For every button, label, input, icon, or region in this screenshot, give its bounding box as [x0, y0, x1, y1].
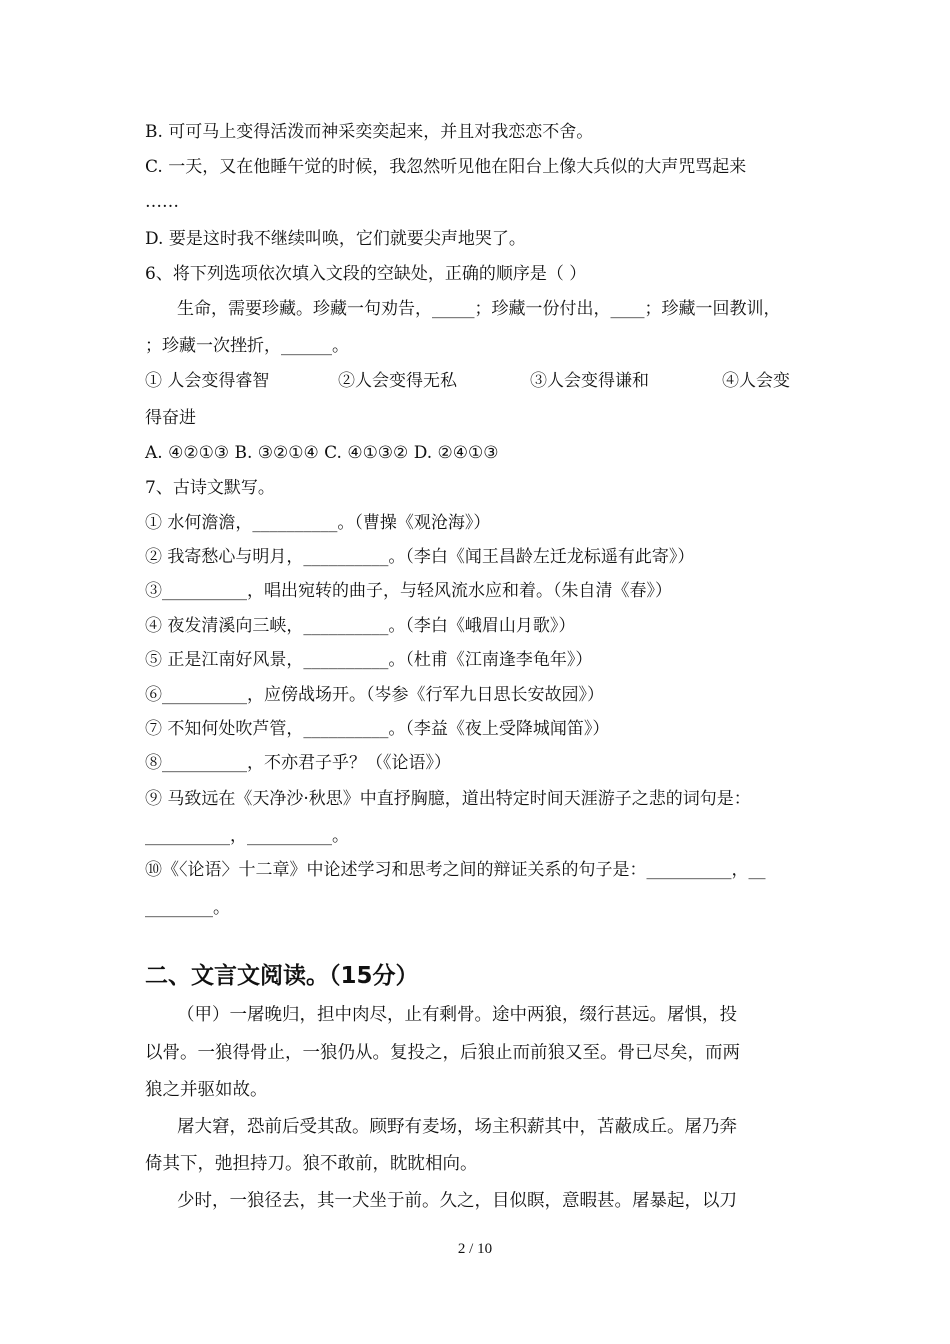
q6-choice-1: ① 人会变得睿智 — [145, 371, 270, 391]
q7-stem: 7、古诗文默写。 — [145, 478, 275, 498]
q6-choice-3: ③人会变得谦和 — [530, 371, 649, 391]
q7-item-3: ③__________，唱出宛转的曲子，与轻风流水应和着。（朱自清《春》） — [145, 581, 672, 601]
passage-para1-line2: 以骨。一狼得骨止，一狼仍从。复投之，后狼止而前狼又至。骨已尽矣，而两 — [145, 1043, 740, 1063]
passage-para2-line1: 屠大窘，恐前后受其敌。顾野有麦场，场主积薪其中，苫蔽成丘。屠乃奔 — [177, 1117, 737, 1137]
q7-item-10: ⑩《〈论语〉十二章》中论述学习和思考之间的辩证关系的句子是：__________，__ — [145, 860, 766, 880]
q7-item-8: ⑧__________，不亦君子乎？（《论语》） — [145, 753, 451, 773]
q5-option-d: D. 要是这时我不继续叫唤，它们就要尖声地哭了。 — [145, 229, 526, 249]
passage-para1-line3: 狼之并驱如故。 — [145, 1080, 268, 1100]
q6-answer-choices: A. ④②①③ B. ③②①④ C. ④①③② D. ②④①③ — [145, 443, 499, 463]
q6-stem: 6、将下列选项依次填入文段的空缺处，正确的顺序是（ ） — [145, 264, 587, 284]
q6-passage-line2: ；珍藏一次挫折，______。 — [145, 336, 349, 356]
page-number: 2 / 10 — [457, 1241, 493, 1257]
q7-item-10-blank: ________。 — [145, 898, 230, 918]
q6-choice-4: ④人会变 — [722, 371, 790, 391]
passage-para1-line1: （甲）一屠晚归，担中肉尽，止有剩骨。途中两狼，缀行甚远。屠惧，投 — [177, 1005, 737, 1025]
q6-choice-2: ②人会变得无私 — [338, 371, 457, 391]
q7-item-9-blanks: __________，__________。 — [145, 826, 349, 846]
q7-item-7: ⑦ 不知何处吹芦管，__________。（李益《夜上受降城闻笛》） — [145, 719, 610, 739]
q5-option-b: B. 可可马上变得活泼而神采奕奕起来，并且对我恋恋不舍。 — [145, 122, 594, 142]
passage-para2-line2: 倚其下，弛担持刀。狼不敢前，眈眈相向。 — [145, 1154, 478, 1174]
section-heading: 二、文言文阅读。（15分） — [145, 963, 419, 989]
passage-para3-line1: 少时，一狼径去，其一犬坐于前。久之，目似瞑，意暇甚。屠暴起，以刀 — [177, 1191, 737, 1211]
q7-item-9: ⑨ 马致远在《天净沙·秋思》中直抒胸臆，道出特定时间天涯游子之悲的词句是： — [145, 789, 751, 809]
q7-item-6: ⑥__________，应傍战场开。（岑参《行军九日思长安故园》） — [145, 685, 604, 705]
q6-choice-4-cont: 得奋进 — [145, 408, 196, 428]
q7-item-4: ④ 夜发清溪向三峡，__________。（李白《峨眉山月歌》） — [145, 616, 576, 636]
q7-item-5: ⑤ 正是江南好风景，__________。（杜甫《江南逢李龟年》） — [145, 650, 593, 670]
q7-item-1: ① 水何澹澹，__________。（曹操《观沧海》） — [145, 513, 491, 533]
q5-option-c-line1: C. 一天，又在他睡午觉的时候，我忽然听见他在阳台上像大兵似的大声咒骂起来 — [145, 157, 747, 177]
q6-passage-line1: 生命，需要珍藏。珍藏一句劝告，_____；珍藏一份付出，____；珍藏一回教训， — [177, 299, 781, 319]
q5-option-c-line2: …… — [145, 192, 179, 212]
q7-item-2: ② 我寄愁心与明月，__________。（李白《闻王昌龄左迁龙标遥有此寄》） — [145, 547, 695, 567]
